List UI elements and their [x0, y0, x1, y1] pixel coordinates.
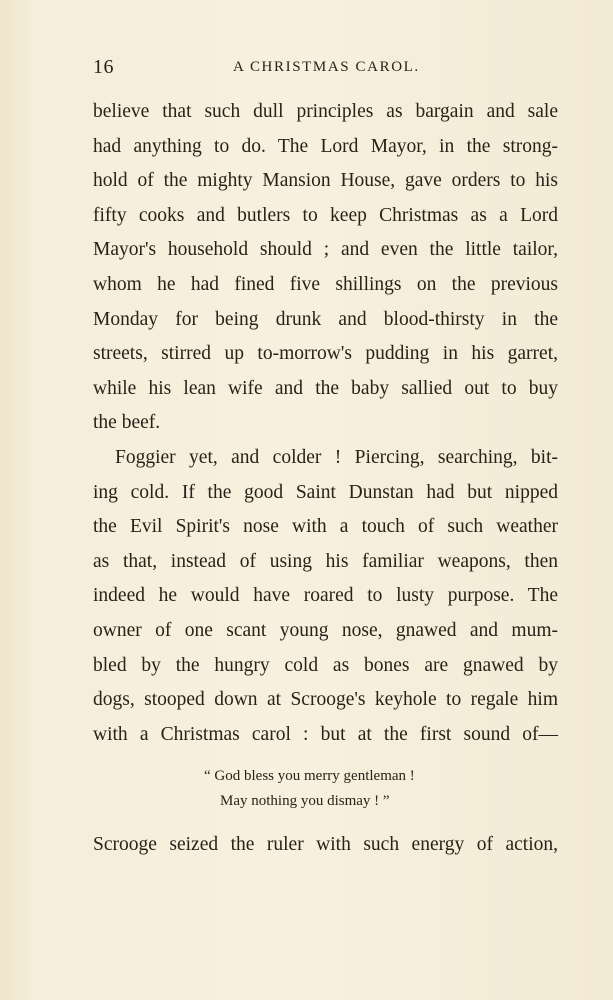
text-line: with a Christmas carol : but at the first sound of—	[93, 723, 558, 745]
text-line: owner of one scant young nose, gnawed and mum-	[93, 619, 558, 641]
paragraph	[93, 441, 558, 752]
carol-verse	[204, 764, 504, 814]
verse-line: May nothing you dismay ! ”	[220, 793, 390, 809]
text-line: streets, stirred up to-morrow's pudding in his garret,	[93, 343, 558, 365]
text-line: the Evil Spirit's nose with a touch of such weather	[93, 516, 558, 538]
text-line: as that, instead of using his familiar weapons, then	[93, 550, 558, 572]
text-line: whom he had fined five shillings on the previous	[93, 273, 558, 295]
text-line: hold of the mighty Mansion House, gave orders to his	[93, 170, 558, 192]
running-head: A CHRISTMAS CAROL.	[233, 59, 420, 75]
text-line: indeed he would have roared to lusty purpose. The	[93, 585, 558, 607]
text-line: had anything to do. The Lord Mayor, in the strong-	[93, 135, 558, 157]
text-line: Monday for being drunk and blood-thirsty in the	[93, 308, 558, 330]
paragraph	[93, 95, 558, 441]
text-line: Mayor's household should ; and even the little tailor,	[93, 239, 558, 261]
verse-line: “ God bless you merry gentleman !	[204, 768, 415, 784]
text-line: ing cold. If the good Saint Dunstan had but nipped	[93, 481, 558, 503]
continuation-text	[93, 828, 558, 863]
text-line: bled by the hungry cold as bones are gnawed by	[93, 654, 558, 676]
text-line: believe that such dull principles as bargain and sale	[93, 101, 558, 122]
text-line: the beef.	[93, 412, 161, 434]
text-line: fifty cooks and butlers to keep Christmas as a Lord	[93, 204, 558, 226]
text-line: Foggier yet, and colder ! Piercing, searching, bit-	[115, 446, 558, 468]
page-number: 16	[93, 56, 114, 78]
text-line: dogs, stooped down at Scrooge's keyhole to regale him	[93, 689, 558, 711]
body-text	[93, 95, 558, 752]
text-line: while his lean wife and the baby sallied out to buy	[93, 377, 558, 399]
text-line: Scrooge seized the ruler with such energy of action,	[93, 834, 558, 855]
page-header	[93, 56, 558, 80]
